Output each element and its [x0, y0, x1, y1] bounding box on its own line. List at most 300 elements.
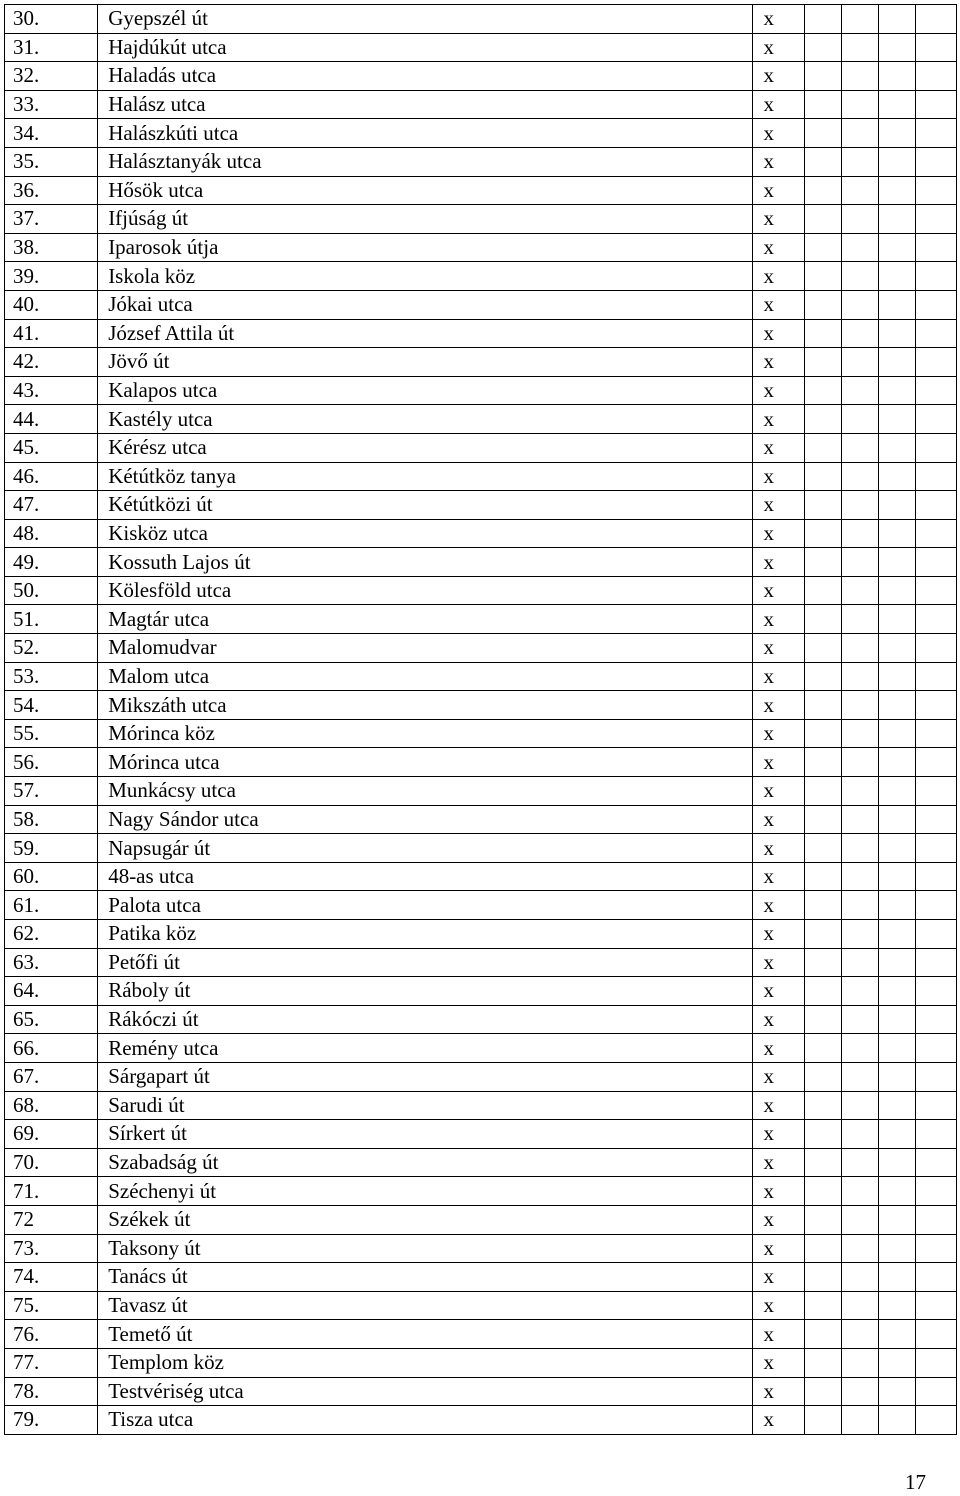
- table-row: [5, 319, 957, 348]
- table-row: [5, 1263, 957, 1292]
- row-number: 34.: [5, 119, 98, 148]
- empty-cell: [878, 1234, 915, 1263]
- empty-cell: [878, 348, 915, 377]
- empty-cell: [878, 691, 915, 720]
- street-name: Hősök utca: [98, 176, 752, 205]
- table-row: [5, 948, 957, 977]
- empty-cell: [915, 605, 956, 634]
- empty-cell: [915, 1120, 956, 1149]
- street-name: Haladás utca: [98, 62, 752, 91]
- table-row: [5, 290, 957, 319]
- empty-cell: [804, 691, 841, 720]
- empty-cell: [915, 777, 956, 806]
- empty-cell: [878, 147, 915, 176]
- street-name: Testvériség utca: [98, 1377, 752, 1406]
- empty-cell: [804, 205, 841, 234]
- empty-cell: [878, 777, 915, 806]
- mark-cell: x: [752, 290, 804, 319]
- street-name: Iskola köz: [98, 262, 752, 291]
- empty-cell: [804, 805, 841, 834]
- table-row: [5, 1091, 957, 1120]
- empty-cell: [841, 5, 878, 34]
- empty-cell: [915, 834, 956, 863]
- empty-cell: [804, 1148, 841, 1177]
- empty-cell: [841, 719, 878, 748]
- empty-cell: [841, 1034, 878, 1063]
- street-name: Palota utca: [98, 891, 752, 920]
- empty-cell: [915, 433, 956, 462]
- mark-cell: x: [752, 1348, 804, 1377]
- mark-cell: x: [752, 662, 804, 691]
- mark-cell: x: [752, 5, 804, 34]
- empty-cell: [915, 634, 956, 663]
- table-row: [5, 862, 957, 891]
- empty-cell: [841, 777, 878, 806]
- table-row: [5, 634, 957, 663]
- empty-cell: [804, 1348, 841, 1377]
- row-number: 72: [5, 1205, 98, 1234]
- mark-cell: x: [752, 748, 804, 777]
- empty-cell: [878, 1348, 915, 1377]
- street-name: Halászkúti utca: [98, 119, 752, 148]
- empty-cell: [915, 662, 956, 691]
- empty-cell: [915, 405, 956, 434]
- empty-cell: [841, 33, 878, 62]
- empty-cell: [841, 319, 878, 348]
- table-row: [5, 920, 957, 949]
- mark-cell: x: [752, 605, 804, 634]
- mark-cell: x: [752, 462, 804, 491]
- empty-cell: [878, 605, 915, 634]
- empty-cell: [878, 548, 915, 577]
- empty-cell: [841, 462, 878, 491]
- row-number: 32.: [5, 62, 98, 91]
- table-row: [5, 748, 957, 777]
- street-name: Ráboly út: [98, 977, 752, 1006]
- empty-cell: [841, 205, 878, 234]
- empty-cell: [804, 433, 841, 462]
- table-row: [5, 1062, 957, 1091]
- empty-cell: [804, 1062, 841, 1091]
- mark-cell: x: [752, 176, 804, 205]
- row-number: 49.: [5, 548, 98, 577]
- empty-cell: [841, 1377, 878, 1406]
- empty-cell: [878, 5, 915, 34]
- empty-cell: [915, 948, 956, 977]
- mark-cell: x: [752, 519, 804, 548]
- empty-cell: [915, 1148, 956, 1177]
- empty-cell: [841, 662, 878, 691]
- mark-cell: x: [752, 1263, 804, 1292]
- row-number: 30.: [5, 5, 98, 34]
- empty-cell: [841, 433, 878, 462]
- empty-cell: [841, 1320, 878, 1349]
- empty-cell: [841, 920, 878, 949]
- street-name: Kétútközi út: [98, 491, 752, 520]
- mark-cell: x: [752, 119, 804, 148]
- empty-cell: [915, 1205, 956, 1234]
- mark-cell: x: [752, 862, 804, 891]
- empty-cell: [878, 1120, 915, 1149]
- table-row: [5, 90, 957, 119]
- empty-cell: [841, 1062, 878, 1091]
- empty-cell: [804, 891, 841, 920]
- row-number: 67.: [5, 1062, 98, 1091]
- row-number: 50.: [5, 576, 98, 605]
- table-row: [5, 1148, 957, 1177]
- street-name: Kastély utca: [98, 405, 752, 434]
- row-number: 47.: [5, 491, 98, 520]
- empty-cell: [804, 233, 841, 262]
- table-row: [5, 262, 957, 291]
- empty-cell: [915, 1062, 956, 1091]
- mark-cell: x: [752, 920, 804, 949]
- table-row: [5, 462, 957, 491]
- empty-cell: [915, 462, 956, 491]
- street-name: Gyepszél út: [98, 5, 752, 34]
- mark-cell: x: [752, 205, 804, 234]
- empty-cell: [804, 1234, 841, 1263]
- table-row: [5, 1406, 957, 1435]
- street-name: 48-as utca: [98, 862, 752, 891]
- mark-cell: x: [752, 1377, 804, 1406]
- empty-cell: [915, 1320, 956, 1349]
- empty-cell: [804, 62, 841, 91]
- empty-cell: [915, 977, 956, 1006]
- street-name: Kölesföld utca: [98, 576, 752, 605]
- empty-cell: [878, 290, 915, 319]
- empty-cell: [804, 576, 841, 605]
- empty-cell: [804, 977, 841, 1006]
- street-name: Hajdúkút utca: [98, 33, 752, 62]
- empty-cell: [878, 719, 915, 748]
- street-name: Halász utca: [98, 90, 752, 119]
- table-row: [5, 548, 957, 577]
- empty-cell: [878, 1091, 915, 1120]
- empty-cell: [841, 805, 878, 834]
- empty-cell: [841, 290, 878, 319]
- empty-cell: [878, 862, 915, 891]
- table-row: [5, 348, 957, 377]
- empty-cell: [841, 634, 878, 663]
- table-row: [5, 576, 957, 605]
- empty-cell: [878, 1177, 915, 1206]
- row-number: 74.: [5, 1263, 98, 1292]
- row-number: 51.: [5, 605, 98, 634]
- row-number: 35.: [5, 147, 98, 176]
- mark-cell: x: [752, 1120, 804, 1149]
- empty-cell: [804, 33, 841, 62]
- empty-cell: [878, 491, 915, 520]
- empty-cell: [878, 1005, 915, 1034]
- empty-cell: [841, 1091, 878, 1120]
- row-number: 41.: [5, 319, 98, 348]
- row-number: 38.: [5, 233, 98, 262]
- mark-cell: x: [752, 147, 804, 176]
- street-name: Szabadság út: [98, 1148, 752, 1177]
- street-name: Jövő út: [98, 348, 752, 377]
- empty-cell: [841, 605, 878, 634]
- table-row: [5, 605, 957, 634]
- empty-cell: [804, 519, 841, 548]
- empty-cell: [804, 119, 841, 148]
- street-name: Sárgapart út: [98, 1062, 752, 1091]
- row-number: 55.: [5, 719, 98, 748]
- empty-cell: [804, 1120, 841, 1149]
- empty-cell: [915, 33, 956, 62]
- row-number: 73.: [5, 1234, 98, 1263]
- empty-cell: [878, 977, 915, 1006]
- table-row: [5, 5, 957, 34]
- empty-cell: [915, 1177, 956, 1206]
- mark-cell: x: [752, 62, 804, 91]
- mark-cell: x: [752, 405, 804, 434]
- empty-cell: [915, 348, 956, 377]
- table-row: [5, 1377, 957, 1406]
- empty-cell: [878, 1205, 915, 1234]
- empty-cell: [804, 920, 841, 949]
- row-number: 45.: [5, 433, 98, 462]
- empty-cell: [878, 748, 915, 777]
- empty-cell: [878, 662, 915, 691]
- empty-cell: [841, 748, 878, 777]
- empty-cell: [915, 62, 956, 91]
- row-number: 71.: [5, 1177, 98, 1206]
- street-name: Mórinca köz: [98, 719, 752, 748]
- empty-cell: [841, 1263, 878, 1292]
- empty-cell: [878, 834, 915, 863]
- empty-cell: [804, 1263, 841, 1292]
- street-name: Székek út: [98, 1205, 752, 1234]
- empty-cell: [841, 233, 878, 262]
- empty-cell: [878, 319, 915, 348]
- empty-cell: [804, 491, 841, 520]
- empty-cell: [915, 491, 956, 520]
- empty-cell: [878, 33, 915, 62]
- mark-cell: x: [752, 1291, 804, 1320]
- empty-cell: [915, 319, 956, 348]
- empty-cell: [915, 376, 956, 405]
- empty-cell: [841, 519, 878, 548]
- table-row: [5, 1320, 957, 1349]
- row-number: 65.: [5, 1005, 98, 1034]
- row-number: 63.: [5, 948, 98, 977]
- street-name: Kérész utca: [98, 433, 752, 462]
- street-name: Halásztanyák utca: [98, 147, 752, 176]
- empty-cell: [841, 1205, 878, 1234]
- empty-cell: [841, 1005, 878, 1034]
- empty-cell: [915, 1263, 956, 1292]
- empty-cell: [915, 1034, 956, 1063]
- empty-cell: [804, 662, 841, 691]
- street-name: Kisköz utca: [98, 519, 752, 548]
- table-row: [5, 205, 957, 234]
- empty-cell: [804, 1034, 841, 1063]
- street-name: Taksony út: [98, 1234, 752, 1263]
- mark-cell: x: [752, 1234, 804, 1263]
- street-name: Iparosok útja: [98, 233, 752, 262]
- empty-cell: [915, 90, 956, 119]
- empty-cell: [804, 462, 841, 491]
- mark-cell: x: [752, 262, 804, 291]
- empty-cell: [804, 1291, 841, 1320]
- street-name: Mikszáth utca: [98, 691, 752, 720]
- row-number: 52.: [5, 634, 98, 663]
- row-number: 40.: [5, 290, 98, 319]
- empty-cell: [804, 319, 841, 348]
- mark-cell: x: [752, 319, 804, 348]
- row-number: 39.: [5, 262, 98, 291]
- row-number: 64.: [5, 977, 98, 1006]
- street-name: Temető út: [98, 1320, 752, 1349]
- table-row: [5, 176, 957, 205]
- empty-cell: [878, 233, 915, 262]
- mark-cell: x: [752, 33, 804, 62]
- empty-cell: [915, 862, 956, 891]
- empty-cell: [915, 576, 956, 605]
- empty-cell: [878, 1406, 915, 1435]
- empty-cell: [841, 1291, 878, 1320]
- empty-cell: [804, 719, 841, 748]
- empty-cell: [878, 433, 915, 462]
- mark-cell: x: [752, 948, 804, 977]
- row-number: 66.: [5, 1034, 98, 1063]
- street-name: Sarudi út: [98, 1091, 752, 1120]
- street-name: Rákóczi út: [98, 1005, 752, 1034]
- empty-cell: [915, 920, 956, 949]
- row-number: 70.: [5, 1148, 98, 1177]
- mark-cell: x: [752, 1005, 804, 1034]
- row-number: 61.: [5, 891, 98, 920]
- street-name: Malom utca: [98, 662, 752, 691]
- empty-cell: [915, 205, 956, 234]
- table-row: [5, 662, 957, 691]
- table-row: [5, 1234, 957, 1263]
- empty-cell: [804, 176, 841, 205]
- mark-cell: x: [752, 891, 804, 920]
- street-name: Patika köz: [98, 920, 752, 949]
- empty-cell: [878, 205, 915, 234]
- empty-cell: [804, 376, 841, 405]
- empty-cell: [915, 262, 956, 291]
- empty-cell: [878, 1148, 915, 1177]
- table-row: [5, 777, 957, 806]
- empty-cell: [915, 119, 956, 148]
- street-name: Munkácsy utca: [98, 777, 752, 806]
- street-name: Remény utca: [98, 1034, 752, 1063]
- street-name: Kossuth Lajos út: [98, 548, 752, 577]
- empty-cell: [804, 262, 841, 291]
- empty-cell: [878, 62, 915, 91]
- empty-cell: [915, 176, 956, 205]
- empty-cell: [915, 1091, 956, 1120]
- row-number: 36.: [5, 176, 98, 205]
- empty-cell: [915, 1291, 956, 1320]
- empty-cell: [841, 691, 878, 720]
- empty-cell: [804, 548, 841, 577]
- table-row: [5, 1034, 957, 1063]
- table-row: [5, 1291, 957, 1320]
- street-name: Nagy Sándor utca: [98, 805, 752, 834]
- mark-cell: x: [752, 376, 804, 405]
- table-row: [5, 1348, 957, 1377]
- empty-cell: [841, 147, 878, 176]
- street-name: Magtár utca: [98, 605, 752, 634]
- table-row: [5, 491, 957, 520]
- row-number: 56.: [5, 748, 98, 777]
- street-table-body: [5, 5, 957, 1435]
- row-number: 42.: [5, 348, 98, 377]
- empty-cell: [804, 1091, 841, 1120]
- empty-cell: [841, 834, 878, 863]
- street-name: Tavasz út: [98, 1291, 752, 1320]
- mark-cell: x: [752, 691, 804, 720]
- empty-cell: [841, 891, 878, 920]
- row-number: 33.: [5, 90, 98, 119]
- empty-cell: [804, 1005, 841, 1034]
- empty-cell: [804, 1406, 841, 1435]
- empty-cell: [841, 405, 878, 434]
- row-number: 59.: [5, 834, 98, 863]
- empty-cell: [878, 1320, 915, 1349]
- mark-cell: x: [752, 1205, 804, 1234]
- mark-cell: x: [752, 834, 804, 863]
- mark-cell: x: [752, 433, 804, 462]
- empty-cell: [841, 376, 878, 405]
- empty-cell: [841, 348, 878, 377]
- mark-cell: x: [752, 90, 804, 119]
- table-row: [5, 691, 957, 720]
- row-number: 48.: [5, 519, 98, 548]
- empty-cell: [841, 1348, 878, 1377]
- empty-cell: [878, 119, 915, 148]
- empty-cell: [878, 1377, 915, 1406]
- empty-cell: [915, 290, 956, 319]
- empty-cell: [915, 519, 956, 548]
- table-row: [5, 977, 957, 1006]
- row-number: 60.: [5, 862, 98, 891]
- table-row: [5, 376, 957, 405]
- street-name: Sírkert út: [98, 1120, 752, 1149]
- empty-cell: [915, 548, 956, 577]
- empty-cell: [878, 1034, 915, 1063]
- empty-cell: [841, 977, 878, 1006]
- row-number: 57.: [5, 777, 98, 806]
- empty-cell: [841, 491, 878, 520]
- empty-cell: [804, 862, 841, 891]
- table-row: [5, 233, 957, 262]
- mark-cell: x: [752, 719, 804, 748]
- empty-cell: [841, 576, 878, 605]
- empty-cell: [915, 805, 956, 834]
- empty-cell: [804, 5, 841, 34]
- empty-cell: [915, 748, 956, 777]
- table-row: [5, 891, 957, 920]
- table-row: [5, 119, 957, 148]
- empty-cell: [915, 5, 956, 34]
- row-number: 62.: [5, 920, 98, 949]
- empty-cell: [804, 834, 841, 863]
- empty-cell: [804, 147, 841, 176]
- street-name: Kalapos utca: [98, 376, 752, 405]
- empty-cell: [841, 948, 878, 977]
- empty-cell: [878, 920, 915, 949]
- row-number: 78.: [5, 1377, 98, 1406]
- table-row: [5, 405, 957, 434]
- street-table: [4, 4, 957, 1435]
- empty-cell: [804, 1377, 841, 1406]
- mark-cell: x: [752, 1062, 804, 1091]
